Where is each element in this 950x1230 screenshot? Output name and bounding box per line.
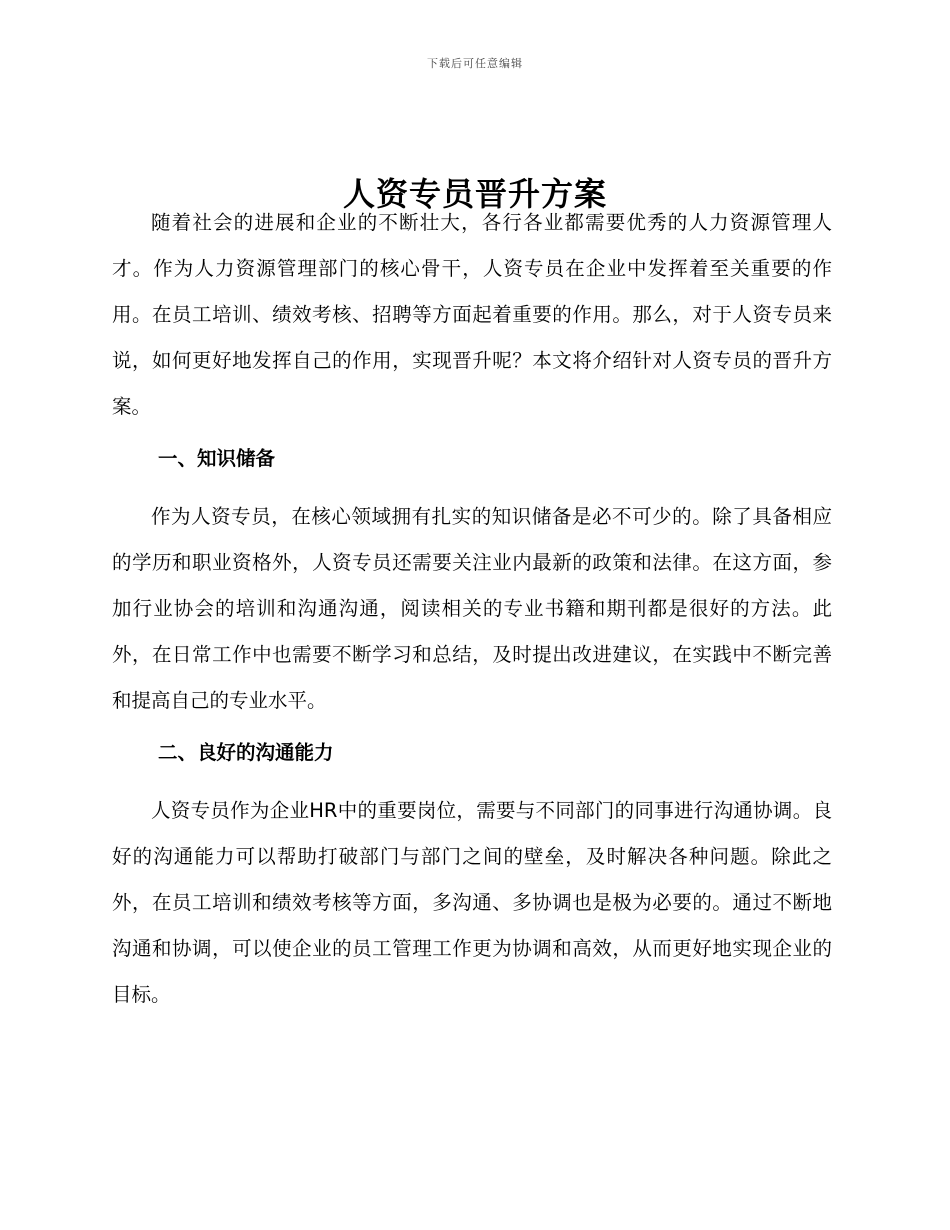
- section-heading-communication: 二、良好的沟通能力: [158, 741, 334, 764]
- section-body-communication: 人资专员作为企业HR中的重要岗位，需要与不同部门的同事进行沟通协调。良好的沟通能力可以帮助打破部门与部门之间的壁垒，及时解决各种问题。除此之外，在员工培训和绩效考核等方面，多沟通、多协调也是极为必要的。通过不断地沟通和协调，可以使企业的员工管理工作更为协调和高效，从而更好地实现企业的目标。: [112, 799, 832, 1006]
- document-title: 人资专员晋升方案: [342, 175, 607, 214]
- section-heading-knowledge: 一、知识储备: [158, 447, 276, 470]
- header-note: 下载后可任意编辑: [427, 57, 523, 70]
- section-body-knowledge: 作为人资专员，在核心领域拥有扎实的知识储备是必不可少的。除了具备相应的学历和职业资格外，人资专员还需要关注业内最新的政策和法律。在这方面，参加行业协会的培训和沟通沟通，阅读相关的专业书籍和期刊都是很好的方法。此外，在日常工作中也需要不断学习和总结，及时提出改进建议，在实践中不断完善和提高自己的专业水平。: [112, 505, 832, 712]
- intro-paragraph: 随着社会的进展和企业的不断壮大，各行各业都需要优秀的人力资源管理人才。作为人力资源管理部门的核心骨干，人资专员在企业中发挥着至关重要的作用。在员工培训、绩效考核、招聘等方面起着重要的作用。那么，对于人资专员来说，如何更好地发挥自己的作用，实现晋升呢？本文将介绍针对人资专员的晋升方案。: [112, 211, 832, 418]
